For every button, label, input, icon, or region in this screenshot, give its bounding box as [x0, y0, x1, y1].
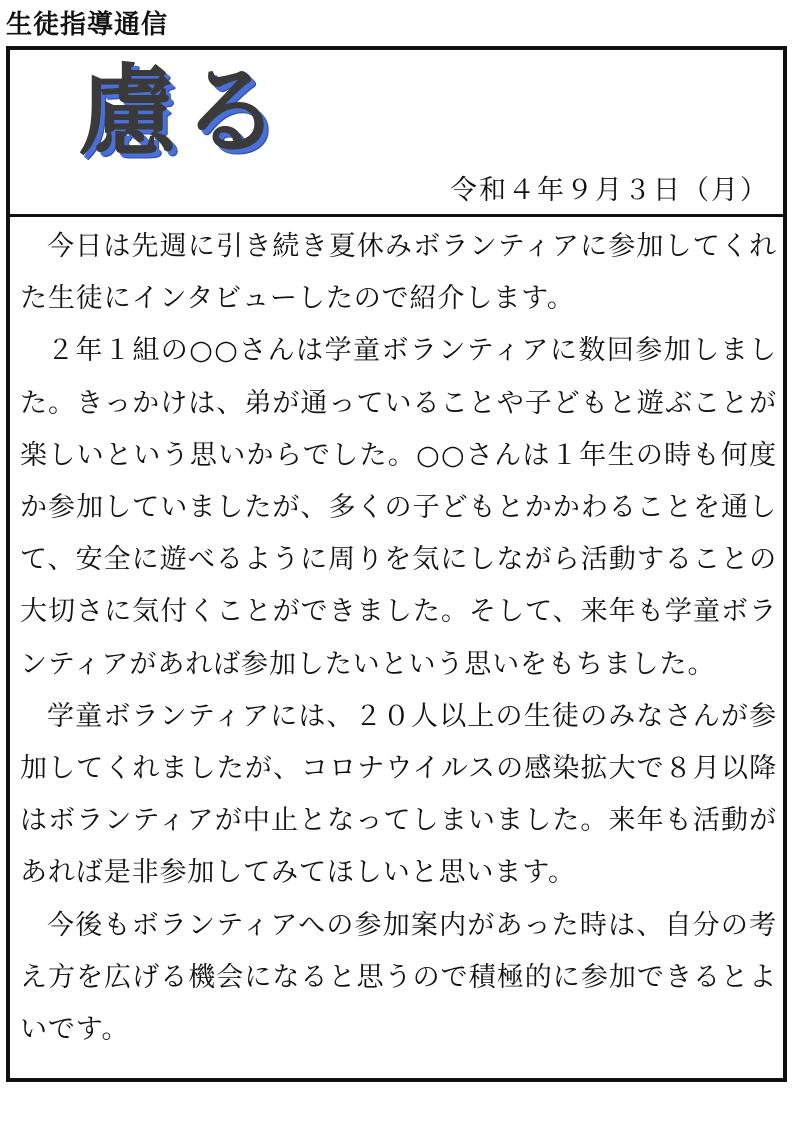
paragraph-intro: 今日は先週に引き続き夏休みボランティアに参加してくれた生徒にインタビューしたので紹介します。 — [20, 231, 777, 315]
paragraph-closing: 今後もボランティアへの参加案内があった時は、自分の考え方を広げる機会になると思うので積極的に参加できるとよいです。 — [20, 909, 777, 1046]
newsletter-frame — [6, 46, 787, 1082]
paragraph-interview: ２年１組の○○さんは学童ボランティアに数回参加しました。きっかけは、弟が通っていることや子どもと遊ぶことが楽しいという思いからでした。○○さんは１年生の時も何度か参加していましたが、多くの子どもとかかわることを通して、安全に遊べるように周りを気にしながら活動することの大切さに気付くことができました。そして、来年も学童ボランティアがあれば参加したいという思いをもちました。 — [20, 335, 777, 680]
masthead-title: 慮る — [78, 54, 287, 169]
article-body — [20, 221, 777, 1056]
issue-date: 令和４年９月３日（月） — [450, 175, 769, 206]
newsletter-series-title: 生徒指導通信 — [6, 10, 169, 40]
newsletter-header — [10, 50, 783, 217]
paragraph-participation: 学童ボランティアには、２０人以上の生徒のみなさんが参加してくれましたが、コロナウイルスの感染拡大で８月以降はボランティアが中止となってしまいました。来年も活動があれば是非参加してみてほしいと思います。 — [20, 700, 777, 889]
